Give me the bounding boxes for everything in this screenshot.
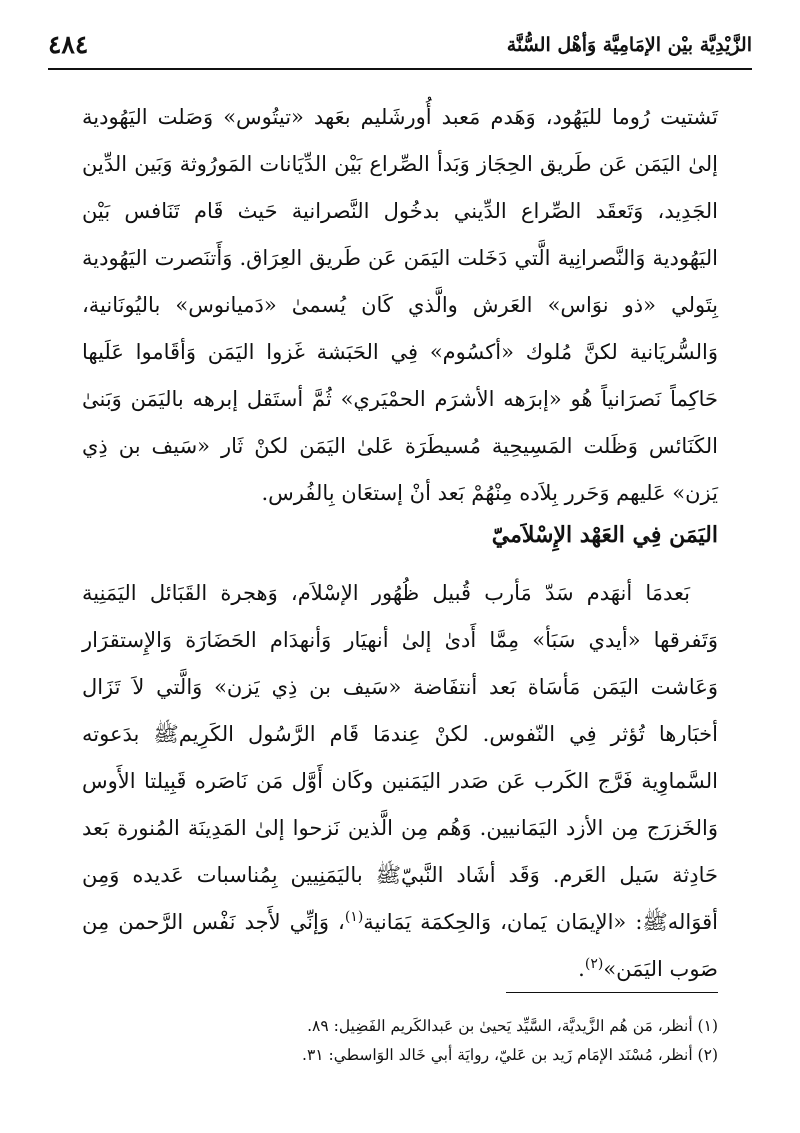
page-header <box>48 28 752 74</box>
paragraph-yemen-pre-islam: تَشتيت رُوما لليَهُود، وَهَدم مَعبد أُورشَليم بعَهد «تيتُوس» وَصَلت اليَهُودية إلىٰ اليَمَن عَن طَريق الحِجَاز وَبَدأ الصِّراع بَيْن الدِّيَانات المَورُوثة وَبَين الدِّين الجَدِيد، وَتَعقَد الصِّراع الدِّيني بدخُول النَّصرانية حَيث قَام تَنَافس بَيْن اليَهُودية وَالنَّصرانِية الَّتي دَخَلت اليَمَن عَن طَريق العِرَاق. وَأَتنَصرت اليَهُودية بِتَولي «ذو نوَاس» العَرش والَّذي كَان يُسمىٰ «دَميانوس» باليُونَانية، وَالسُّريَانية لكنَّ مُلوك «أكسُوم» فِي الحَبَشة غَزوا اليَمَن وَأقَاموا عَلَيها حَاكِماً نَصرَانياً هُو «إبرَهه الأشرَم الحمْيَري» ثُمَّ أستَقل إبرهه باليَمَن وَبَنىٰ الكَنَائس وَظَلت المَسِيحِية مُسيطَرَة عَلىٰ اليَمَن لكنْ ثَار «سَيف بن ذِي يَزن» عَليهم وَحَرر بِلاَده مِنْهُمْ بَعد أنْ إستعَان بِالفُرس. <box>82 105 718 505</box>
paragraph-yemen-islamic-era <box>82 570 718 993</box>
paragraph-text: ، وَإنِّي لأَجد نَفْس الرَّحمن مِن صَوب اليَمَن» <box>82 910 718 981</box>
footnote-marker-1[interactable]: (١) <box>344 909 364 925</box>
section-heading: اليَمَن فِي العَهْد الإِسْلاَميّ <box>491 522 718 548</box>
footnote-2: (٢) أنظر، مُسْنَد الإمَام زَيد بن عَليّ، روايَة أبي خَالد الوَاسطي: ٣١. <box>302 1046 718 1064</box>
paragraph-text: . <box>578 957 585 981</box>
running-title: الزَّيْدِيَّة بيْن الإمَامِيَّة وَأهْل السُّنَّة <box>506 34 752 56</box>
footnotes <box>82 1012 718 1070</box>
footnote-marker-2[interactable]: (٢) <box>584 956 604 972</box>
footnote-1: (١) أنظر، مَن هُم الزَّيديَّة، السَّيِّد يَحيىٰ بن عَبدالكَريم الفَضِيل: ٨٩. <box>307 1017 718 1035</box>
header-rule <box>48 68 752 70</box>
footnote-separator <box>506 992 718 993</box>
page-number: ٤٨٤ <box>48 30 89 59</box>
paragraph-text: بَعدمَا أنهَدم سَدّ مَأرب قُبيل ظُهُور الإسْلاَم، وَهجرة القَبَائل اليَمَنِية وَتَفرقها «أيدي سَبَأ» مِمَّا أَدىٰ إلىٰ أنهيَار وَأنهدَام الحَضَارَة وَالإِستقرَار وَعَاشت اليَمَن مَأسَاة بَعد أنتفَاضة «سَيف بن ذِي يَزن» وَالَّتي لاَ تَزَال أخبَارها تُؤثر فِي النّفوس. لكنْ عِندمَا قَام الرَّسُول الكَرِيمﷺ بدَعوته السَّماوِية فَرَّج الكَرب عَن صَدر اليَمَنين وكَان أَوَّل مَن نَاصَره قَبِيلتا الأَوس وَالخَزرَج مِن الأزد اليَمَانيين. وَهُم مِن الَّذين نَزحوا إلىٰ المَدِينَة المُنورة بَعد حَادِثة سَيل العَرم. وَقَد أشَاد النَّبيّﷺ باليَمَنِيين بِمُناسبات عَديده وَمِن أقوَالهﷺ: «الإيمَان يَمان، وَالحِكمَة يَمَانية <box>82 581 718 934</box>
